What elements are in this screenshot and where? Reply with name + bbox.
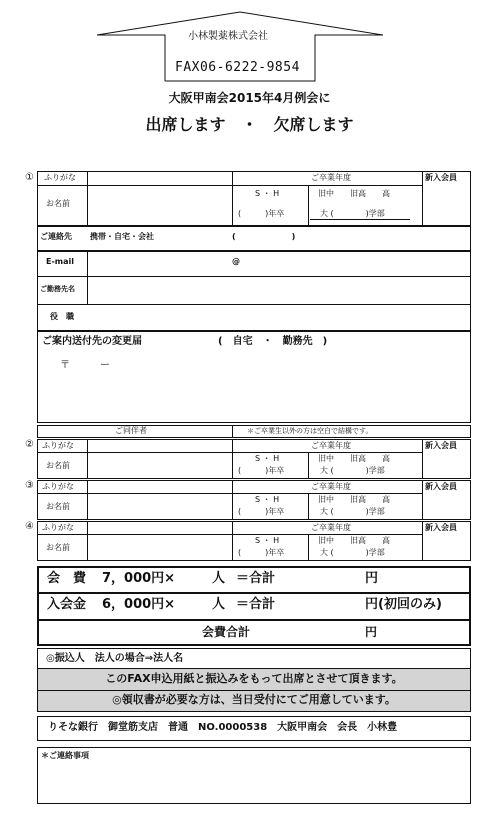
companion-number: ④ bbox=[25, 521, 34, 532]
grad-year-label: ご卒業年度 bbox=[311, 173, 351, 182]
year-field[interactable]: ( )年卒 bbox=[238, 548, 285, 557]
contact-label: ご連絡先 bbox=[40, 232, 72, 241]
email-label: E-mail bbox=[46, 257, 75, 266]
attendance-choice[interactable]: 出席します ・ 欠席します bbox=[145, 115, 354, 134]
sum-label: 会費合計 bbox=[202, 625, 251, 639]
school-options[interactable]: 旧中 旧高 高 bbox=[318, 189, 390, 198]
new-member-label: 新入会員 bbox=[425, 441, 457, 450]
work-field[interactable] bbox=[88, 277, 470, 304]
grad-year-label: ご卒業年度 bbox=[311, 441, 351, 450]
faculty-field[interactable]: 大 ( )学部 bbox=[320, 209, 385, 218]
company-name: 小林製薬株式会社 bbox=[188, 31, 268, 42]
companion-number: ③ bbox=[25, 480, 34, 491]
faculty-field[interactable]: 大 ( )学部 bbox=[320, 507, 385, 516]
notes-label: ＊ご連絡事項 bbox=[41, 751, 89, 760]
era-label: S ・ H bbox=[255, 454, 280, 463]
furigana-label: ふりがな bbox=[44, 173, 76, 182]
join-yen: 円(初回のみ) bbox=[365, 597, 442, 612]
join-total-label: ＝合計 bbox=[236, 597, 276, 612]
address-change-label: ご案内送付先の変更届 bbox=[42, 336, 142, 347]
join-amount: 6，000円× bbox=[102, 597, 176, 612]
school-options[interactable]: 旧中 旧高 高 bbox=[318, 495, 390, 504]
furigana-label: ふりがな bbox=[42, 441, 74, 450]
name-label: お名前 bbox=[46, 502, 70, 511]
fee-yen: 円 bbox=[365, 571, 379, 586]
email-field[interactable]: @ bbox=[232, 257, 240, 266]
era-label: S ・ H bbox=[255, 189, 280, 198]
year-field[interactable]: ( )年卒 bbox=[238, 466, 285, 475]
meeting-title: 大阪甲南会2015年4月例会に bbox=[168, 91, 331, 105]
transfer-label: ◎振込人 法人の場合⇒法人名 bbox=[46, 653, 184, 664]
faculty-field[interactable]: 大 ( )学部 bbox=[320, 466, 385, 475]
new-member-checkbox[interactable] bbox=[423, 186, 470, 225]
faculty-field[interactable]: 大 ( )学部 bbox=[320, 548, 385, 557]
year-field[interactable]: ( )年卒 bbox=[238, 507, 285, 516]
fee-label: 会 費 bbox=[47, 571, 87, 586]
position-field[interactable] bbox=[88, 305, 470, 330]
year-field[interactable]: ( )年卒 bbox=[238, 209, 285, 218]
companion-note: ＊ご卒業生以外の方は空白で結構です。 bbox=[247, 427, 373, 435]
fee-total-label: ＝合計 bbox=[236, 571, 276, 586]
grad-year-label: ご卒業年度 bbox=[311, 523, 351, 532]
row-number: ① bbox=[25, 172, 34, 183]
notice-fax: このFAX申込用紙と振込みをもって出席とさせて頂きます。 bbox=[105, 672, 403, 685]
name-label: お名前 bbox=[46, 199, 70, 208]
position-label: 役 職 bbox=[50, 312, 74, 321]
new-member-label: 新入会員 bbox=[425, 482, 457, 491]
name-label: お名前 bbox=[46, 461, 70, 470]
join-label: 入会金 bbox=[47, 597, 87, 612]
name-label: お名前 bbox=[46, 543, 70, 552]
join-people-unit: 人 bbox=[212, 597, 226, 612]
notice-receipt: ◎領収書が必要な方は、当日受付にてご用意しています。 bbox=[112, 693, 396, 706]
companion-header-label: ご同伴者 bbox=[115, 426, 147, 435]
notes-box[interactable] bbox=[37, 747, 471, 804]
contact-phone-field[interactable]: ( ) bbox=[232, 232, 296, 241]
name-field[interactable] bbox=[88, 186, 232, 225]
bank-info: りそな銀行 御堂筋支店 普通 NO.0000538 大阪甲南会 会長 小林豊 bbox=[48, 722, 398, 733]
arrow-shape bbox=[95, 10, 385, 90]
furigana-label: ふりがな bbox=[42, 523, 74, 532]
address-options[interactable]: ( 自宅 ・ 勤務先 ) bbox=[218, 336, 328, 347]
work-label: ご勤務先名 bbox=[40, 285, 75, 293]
new-member-label: 新入会員 bbox=[425, 523, 457, 532]
new-member-label: 新入会員 bbox=[425, 173, 457, 182]
furigana-label: ふりがな bbox=[42, 482, 74, 491]
fee-people-unit: 人 bbox=[212, 571, 226, 586]
era-label: S ・ H bbox=[255, 536, 280, 545]
grad-year-label: ご卒業年度 bbox=[311, 482, 351, 491]
postal-field[interactable]: 〒 ー bbox=[60, 360, 110, 371]
contact-type[interactable]: 携帯・自宅・会社 bbox=[90, 232, 154, 241]
fax-number: FAX06-6222-9854 bbox=[175, 60, 300, 75]
sum-yen: 円 bbox=[365, 625, 378, 639]
companion-number: ② bbox=[25, 439, 34, 450]
school-options[interactable]: 旧中 旧高 高 bbox=[318, 454, 390, 463]
fee-amount: 7，000円× bbox=[102, 571, 176, 586]
school-options[interactable]: 旧中 旧高 高 bbox=[318, 536, 390, 545]
era-label: S ・ H bbox=[255, 495, 280, 504]
